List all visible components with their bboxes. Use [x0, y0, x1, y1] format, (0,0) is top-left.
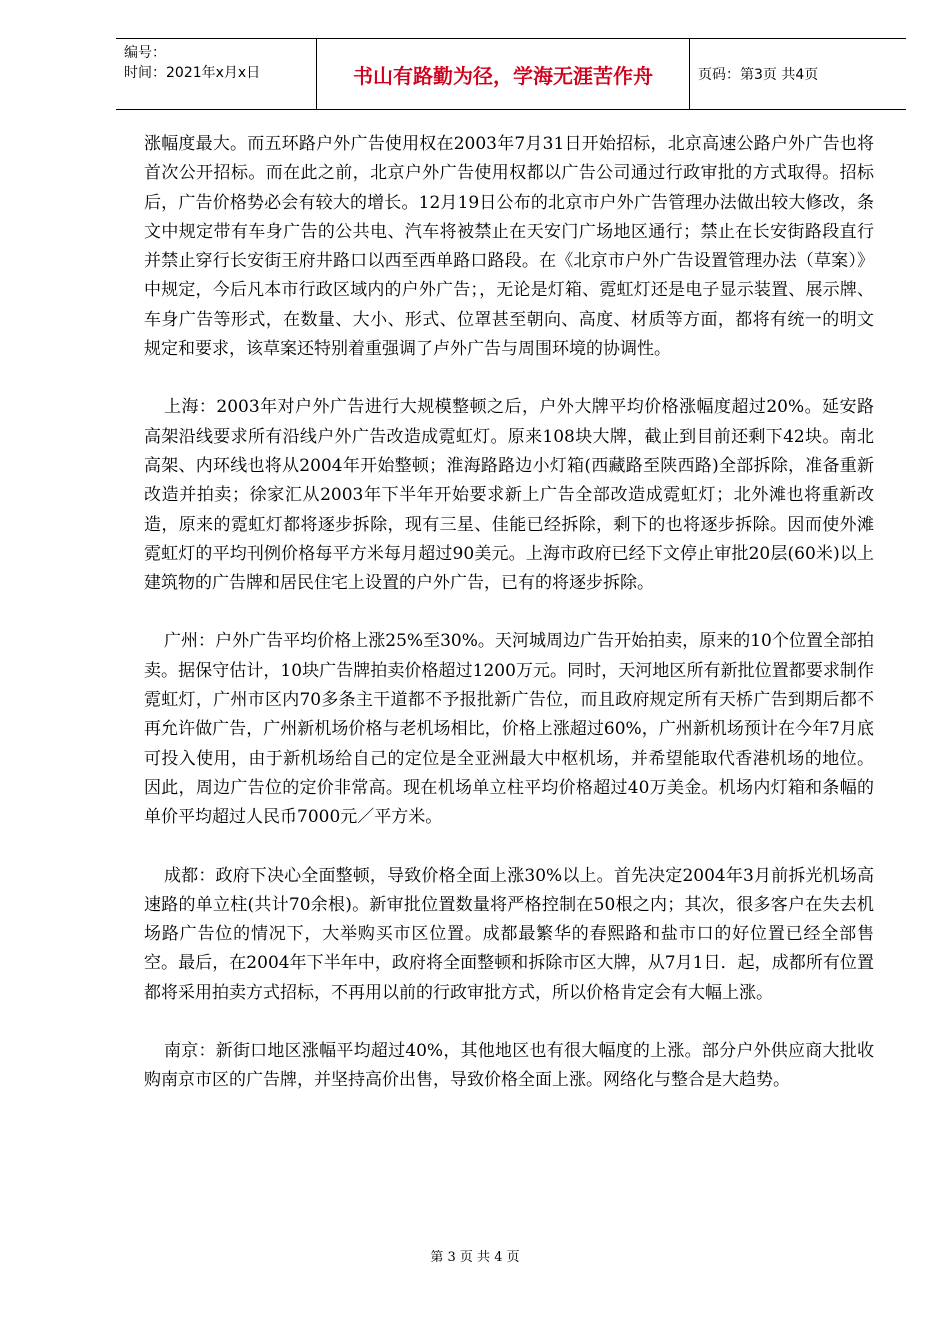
header-meta [116, 39, 316, 109]
page-header [116, 38, 906, 110]
page-footer: 第 3 页 共 4 页 [430, 1250, 520, 1265]
document-time: 时间：2021年x月x日 [124, 65, 261, 81]
paragraph-chengdu: 成都：政府下决心全面整顿，导致价格全面上涨30%以上。首先决定2004年3月前拆光机场高速路的单立柱(共计70余根)。新审批位置数量将严格控制在50根之内；其次，很多客户在失去机场路广告位的情况下，大举购买市区位置。成都最繁华的春熙路和盐市口的好位置已经全部售空。最后，在2004年下半年中，政府将全面整顿和拆除市区大牌，从7月1日．起，成都所有位置都将采用拍卖方式招标，不再用以前的行政审批方式，所以价格肯定会有大幅上涨。 [144, 865, 874, 1003]
paragraph-nanjing: 南京：新街口地区涨幅平均超过40%，其他地区也有很大幅度的上涨。部分户外供应商大批收购南京市区的广告牌，并坚持高价出售，导致价格全面上涨。网络化与整合是大趋势。 [144, 1041, 874, 1091]
header-motto: 书山有路勤为径，学海无涯苦作舟 [316, 39, 690, 109]
paragraph-shanghai: 上海：2003年对户外广告进行大规模整顿之后，户外大牌平均价格涨幅度超过20%。延安路高架沿线要求所有沿线户外广告改造成霓虹灯。原来108块大牌，截止到目前还剩下42块。南北高架、内环线也将从2004年开始整顿；淮海路路边小灯箱(西藏路至陕西路)全部拆除，准备重新改造并拍卖；徐家汇从2003年下半年开始要求新上广告全部改造成霓虹灯；北外滩也将重新改造，原来的霓虹灯都将逐步拆除，现有三星、佳能已经拆除，剩下的也将逐步拆除。因而使外滩霓虹灯的平均刊例价格每平方米每月超过90美元。上海市政府已经下文停止审批20层(60米)以上建筑物的广告牌和居民住宅上设置的户外广告，已有的将逐步拆除。 [144, 397, 874, 594]
header-page-number: 页码：第3页 共4页 [698, 67, 819, 83]
document-number: 编号： [124, 45, 166, 61]
paragraph-guangzhou: 广州：户外广告平均价格上涨25%至30%。天河城周边广告开始拍卖，原来的10个位置全部拍卖。据保守估计，10块广告牌拍卖价格超过1200万元。同时，天河地区所有新批位置都要求制作霓虹灯，广州市区内70多条主干道都不予报批新广告位，而且政府规定所有天桥广告到期后都不再允许做广告，广州新机场价格与老机场相比，价格上涨超过60%，广州新机场预计在今年7月底可投入使用，由于新机场给自己的定位是全亚洲最大中枢机场，并希望能取代香港机场的地位。因此，周边广告位的定价非常高。现在机场单立柱平均价格超过40万美金。机场内灯箱和条幅的单价平均超过人民币7000元／平方米。 [144, 631, 874, 828]
paragraph-beijing: 涨幅度最大。而五环路户外广告使用权在2003年7月31日开始招标，北京高速公路户外广告也将首次公开招标。而在此之前，北京户外广告使用权都以广告公司通过行政审批的方式取得。招标后，广告价格势必会有较大的增长。12月19日公布的北京市户外广告管理办法做出较大修改，条文中规定带有车身广告的公共电、汽车将被禁止在天安门广场地区通行；禁止在长安街路段直行并禁止穿行长安街王府井路口以西至西单路口路段。在《北京市户外广告设置管理办法（草案）》中规定，今后凡本市行政区域内的户外广告；，无论是灯箱、霓虹灯还是电子显示装置、展示牌、车身广告等形式，在数量、大小、形式、位罩甚至朝向、高度、材质等方面，都将有统一的明文规定和要求，该草案还特别着重强调了卢外广告与周围环境的协调性。 [144, 134, 874, 360]
document-body [144, 130, 874, 1125]
